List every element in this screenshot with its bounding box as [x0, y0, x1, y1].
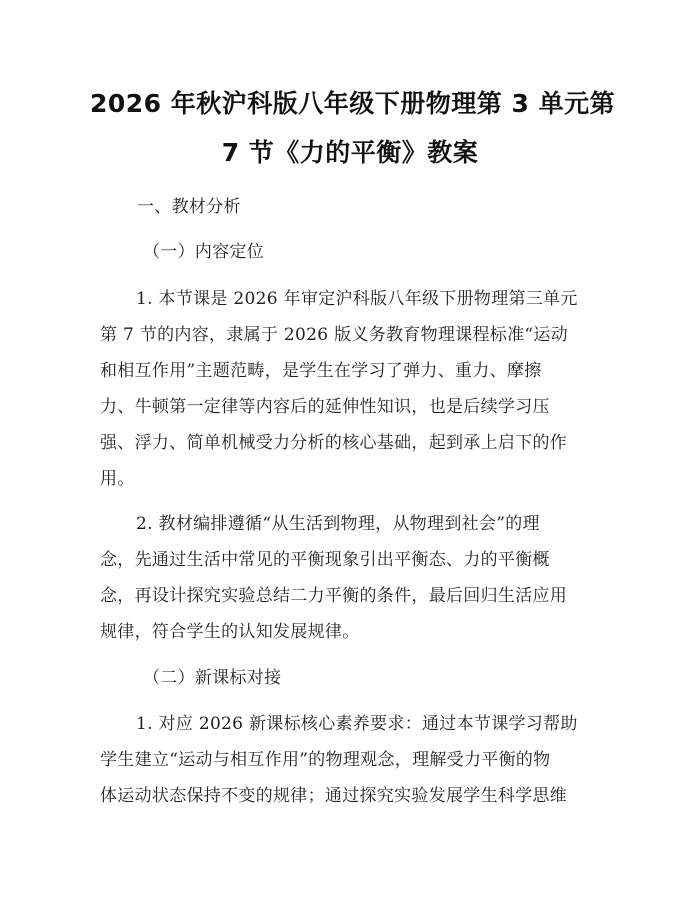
- paragraph-line: 1. 对应 2026 新课标核心素养要求：通过本节课学习帮助: [136, 714, 578, 734]
- subsection-heading-curriculum-standard: （二）新课标对接: [143, 668, 282, 688]
- subsection-heading-content-positioning: （一）内容定位: [143, 242, 265, 262]
- document-title-line-1: 2026 年秋沪科版八年级下册物理第 3 单元第: [90, 89, 616, 118]
- section-heading-textbook-analysis: 一、教材分析: [137, 197, 241, 217]
- paragraph-line: 1. 本节课是 2026 年审定沪科版八年级下册物理第三单元: [136, 289, 578, 309]
- paragraph-line: 第 7 节的内容，隶属于 2026 版义务教育物理课程标准“运动: [100, 325, 568, 345]
- paragraph-line: 2. 教材编排遵循“从生活到物理，从物理到社会”的理: [136, 514, 540, 534]
- paragraph-line: 念，再设计探究实验总结二力平衡的条件，最后回归生活应用: [100, 586, 568, 606]
- paragraph-line: 力、牛顿第一定律等内容后的延伸性知识，也是后续学习压: [100, 397, 550, 417]
- paragraph-line: 学生建立“运动与相互作用”的物理观念，理解受力平衡的物: [100, 750, 551, 770]
- document-title-line-2: 7 节《力的平衡》教案: [221, 138, 479, 167]
- paragraph-line: 体运动状态保持不变的规律；通过探究实验发展学生科学思维: [100, 786, 568, 806]
- paragraph-line: 念，先通过生活中常见的平衡现象引出平衡态、力的平衡概: [100, 550, 550, 570]
- paragraph-line: 规律，符合学生的认知发展规律。: [100, 622, 360, 642]
- paragraph-line: 和相互作用”主题范畴，是学生在学习了弹力、重力、摩擦: [100, 361, 542, 381]
- paragraph-line: 强、浮力、简单机械受力分析的核心基础，起到承上启下的作: [100, 433, 568, 453]
- paragraph-line: 用。: [100, 469, 135, 489]
